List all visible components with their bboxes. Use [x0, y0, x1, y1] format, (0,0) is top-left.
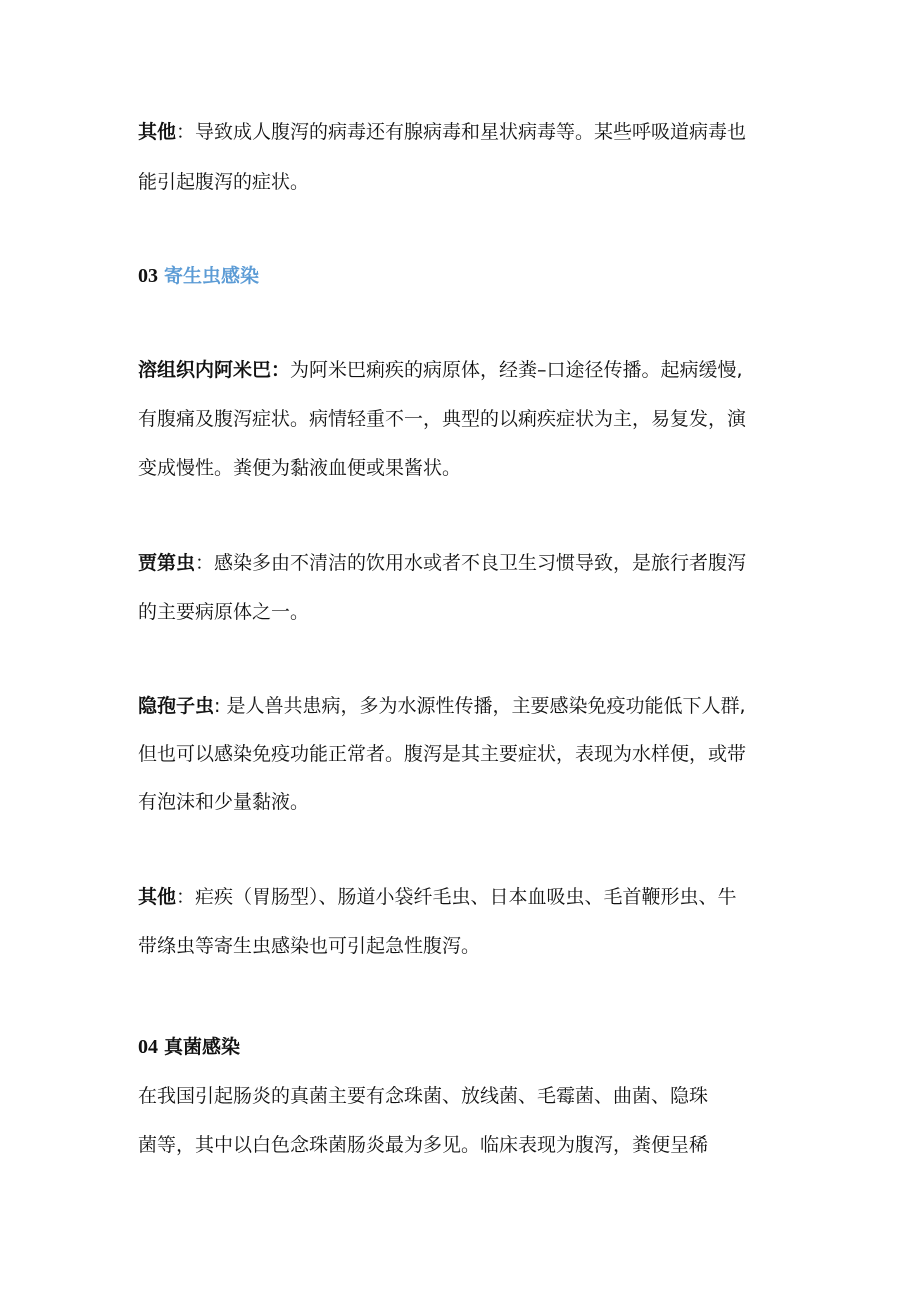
- section-04-number: 04: [138, 1036, 158, 1058]
- other-virus-line-1: [138, 118, 788, 146]
- crypto-line-1: [138, 692, 788, 720]
- crypto-line-2: 但也可以感染免疫功能正常者。腹泻是其主要症状，表现为水样便，或带: [138, 743, 747, 765]
- other-parasite-line-1: [138, 883, 788, 911]
- section-04-title: 真菌感染: [164, 1036, 241, 1058]
- fungus-line-2: 菌等，其中以白色念珠菌肠炎最为多见。临床表现为腹泻，粪便呈稀: [138, 1134, 709, 1156]
- crypto-line-3: 有泡沫和少量黏液。: [138, 791, 310, 813]
- other-parasite-label: 其他: [138, 886, 177, 908]
- crypto-label: 隐孢子虫: [138, 695, 215, 717]
- fungus-line-1: 在我国引起肠炎的真菌主要有念珠菌、放线菌、毛霉菌、曲菌、隐珠: [138, 1085, 709, 1107]
- giardia-line-2: 的主要病原体之一。: [138, 601, 310, 623]
- amoeba-line-1: [138, 356, 788, 384]
- other-virus-text-1: ：导致成人腹泻的病毒还有腺病毒和星状病毒等。某些呼吸道病毒也: [176, 121, 747, 143]
- giardia-line-1: [138, 549, 788, 577]
- amoeba-label: 溶组织内阿米巴：: [138, 359, 291, 381]
- other-virus-label: 其他: [138, 121, 177, 143]
- giardia-label: 贾第虫: [138, 552, 196, 574]
- other-parasite-line-2: 带绦虫等寄生虫感染也可引起急性腹泻。: [138, 935, 481, 957]
- amoeba-text-1: 为阿米巴痢疾的病原体，经粪–口途径传播。起病缓慢,: [290, 359, 743, 381]
- amoeba-line-3: 变成慢性。粪便为黏液血便或果酱状。: [138, 457, 462, 479]
- other-parasite-text-1: ：疟疾（胃肠型）、肠道小袋纤毛虫、日本血吸虫、毛首鞭形虫、牛: [176, 886, 737, 908]
- crypto-text-1: : 是人兽共患病，多为水源性传播，主要感染免疫功能低下人群,: [214, 695, 746, 717]
- section-03-heading: [138, 262, 788, 290]
- giardia-text-1: ：感染多由不清洁的饮用水或者不良卫生习惯导致，是旅行者腹泻: [195, 552, 747, 574]
- section-04-heading: [138, 1033, 788, 1061]
- other-virus-line-2: 能引起腹泻的症状。: [138, 171, 310, 193]
- amoeba-line-2: 有腹痛及腹泻症状。病情轻重不一，典型的以痢疾症状为主，易复发，演: [138, 408, 747, 430]
- section-03-title: 寄生虫感染: [164, 265, 260, 287]
- section-03-number: 03: [138, 265, 158, 287]
